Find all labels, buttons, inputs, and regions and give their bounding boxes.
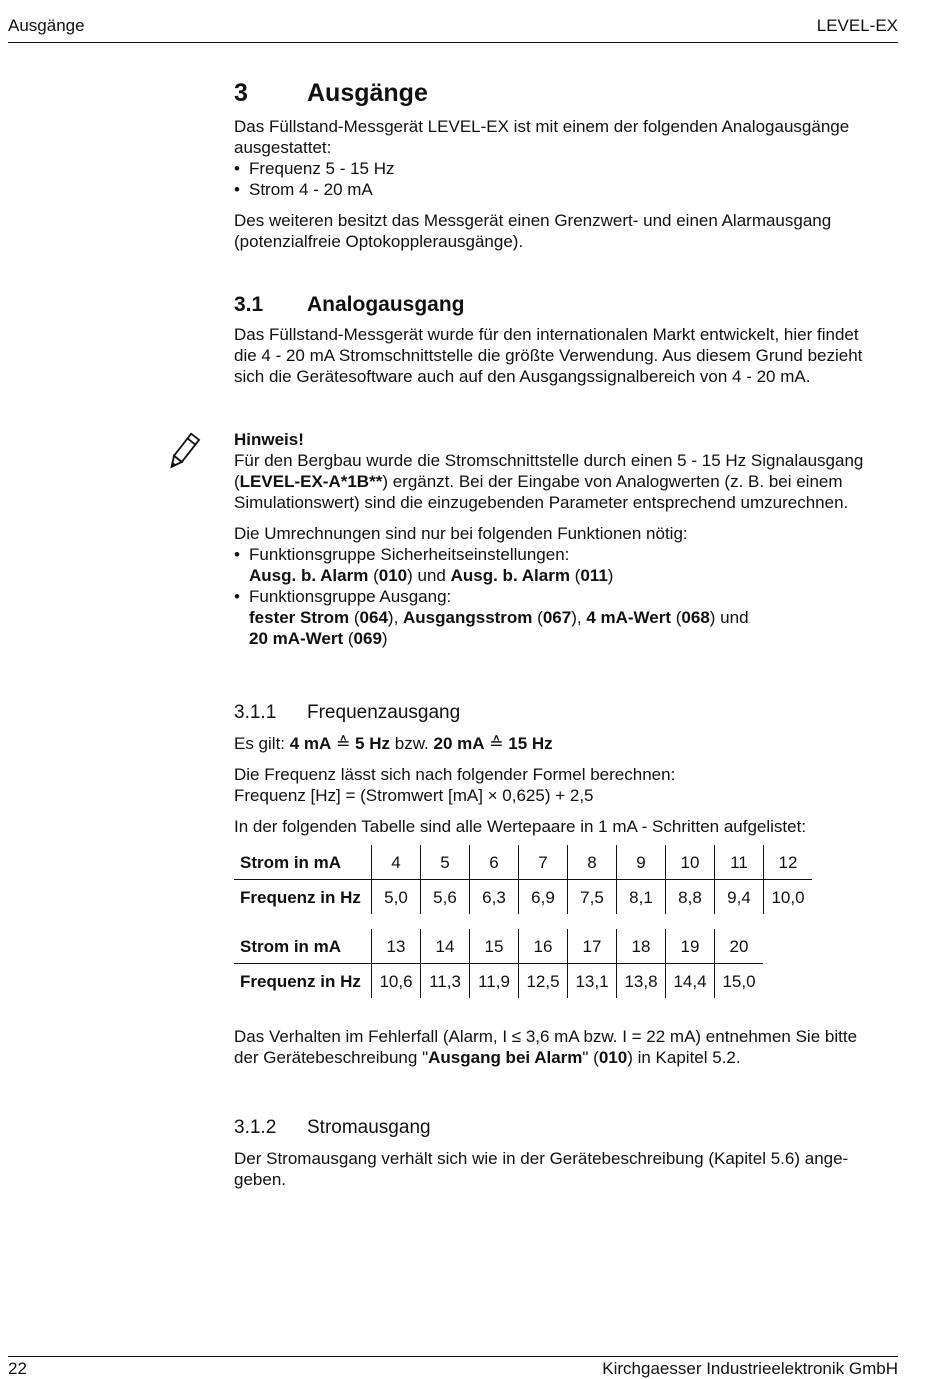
section-3-1-2-paragraph: Der Stromausgang verhält sich wie in der Gerätebeschreibung (Kapitel 5.6) ange-geben. [234, 1149, 849, 1189]
header-chapter: Ausgänge [8, 16, 85, 35]
value-table-2 [234, 929, 763, 998]
note-conversion-intro: Die Umrechnungen sind nur bei folgenden Funktionen nötig: [234, 524, 688, 543]
note-paragraph: Für den Bergbau wurde die Stromschnittstelle durch einen 5 - 15 Hz Signalausgang (LEVEL-EX-A*1B**) ergänzt. Bei der Eingabe von Analogwerten (z. B. bei einem Simulationswert) sind die einzugebenden Parameter entsprechend umzurechnen. [234, 451, 864, 512]
table-intro: In der folgenden Tabelle sind alle Wertepaare in 1 mA - Schritten aufgelistet: [234, 817, 807, 836]
table-cell: 18 [617, 929, 666, 964]
list-item: • Funktionsgruppe Sicherheitseinstellungen: Ausg. b. Alarm (010) und Ausg. b. Alarm (011) [234, 544, 884, 586]
page-number: 22 [8, 1359, 27, 1378]
table-cell: 14,4 [666, 964, 715, 999]
table-cell: 12,5 [519, 964, 568, 999]
table-cell: 20 [715, 929, 764, 964]
section-3-1-paragraph: Das Füllstand-Messgerät wurde für den internationalen Markt entwickelt, hier findet die 4 - 20 mA Stromschnittstelle die größte Verwendung. Aus diesem Grund bezieht sich die Gerätesoftware auch auf den Ausgangssignalbereich von 4 - 20 mA. [234, 325, 863, 386]
table-row [234, 880, 812, 915]
section-3-paragraph: Des weiteren besitzt das Messgerät einen Grenzwert- und einen Alarmausgang (potenzialfreie Optokopplerausgänge). [234, 211, 832, 251]
table-row [234, 964, 763, 999]
page-content [234, 78, 884, 1190]
list-item: • Strom 4 - 20 mA [234, 179, 884, 200]
table-cell: 15 [470, 929, 519, 964]
table-cell: 13,8 [617, 964, 666, 999]
equivalence-line: Es gilt: 4 mA ≙ 5 Hz bzw. 20 mA ≙ 15 Hz [234, 734, 553, 753]
table-cell: 8 [568, 845, 617, 880]
header-product: LEVEL-EX [816, 16, 898, 35]
table-cell: 11,3 [421, 964, 470, 999]
table-cell: 5,6 [421, 880, 470, 915]
table-cell: 9,4 [715, 880, 764, 915]
table-label: Strom in mA [234, 845, 372, 880]
table-cell: 7,5 [568, 880, 617, 915]
pencil-icon [164, 432, 206, 474]
table-cell: 19 [666, 929, 715, 964]
error-case-paragraph: Das Verhalten im Fehlerfall (Alarm, I ≤ 3,6 mA bzw. I = 22 mA) entnehmen Sie bitte der Gerätebeschreibung "Ausgang bei Alarm" (010) in Kapitel 5.2. [234, 1027, 858, 1067]
footer-company: Kirchgaesser Industrieelektronik GmbH [602, 1359, 898, 1378]
formula-intro: Die Frequenz lässt sich nach folgender Formel berechnen: [234, 765, 676, 784]
formula: Frequenz [Hz] = (Stromwert [mA] × 0,625) + 2,5 [234, 786, 594, 805]
table-cell: 8,8 [666, 880, 715, 915]
table-label: Strom in mA [234, 929, 372, 964]
section-3-1-heading: 3.1 Analogausgang [234, 293, 465, 316]
table-cell: 6,9 [519, 880, 568, 915]
table-cell: 14 [421, 929, 470, 964]
table-cell: 15,0 [715, 964, 764, 999]
section-3-1-1-heading: 3.1.1 Frequenzausgang [234, 702, 461, 723]
table-cell: 9 [617, 845, 666, 880]
section-3-1-2-heading: 3.1.2 Stromausgang [234, 1117, 431, 1138]
list-item: • Funktionsgruppe Ausgang: fester Strom (064), Ausgangsstrom (067), 4 mA-Wert (068) und 20 mA-Wert (069) [234, 586, 884, 649]
output-list [234, 158, 884, 200]
table-cell: 5 [421, 845, 470, 880]
page-footer [8, 1356, 898, 1378]
table-row [234, 845, 812, 880]
section-3-heading: 3 Ausgänge [234, 79, 428, 107]
table-cell: 11 [715, 845, 764, 880]
table-cell: 13,1 [568, 964, 617, 999]
table-cell: 17 [568, 929, 617, 964]
table-label: Frequenz in Hz [240, 887, 361, 907]
table-cell: 10,0 [764, 880, 813, 915]
table-label: Frequenz in Hz [240, 971, 361, 991]
list-item: • Frequenz 5 - 15 Hz [234, 158, 884, 179]
table-cell: 10,6 [372, 964, 421, 999]
table-cell: 11,9 [470, 964, 519, 999]
table-cell: 12 [764, 845, 813, 880]
table-cell: 6 [470, 845, 519, 880]
table-cell: 16 [519, 929, 568, 964]
table-cell: 4 [372, 845, 421, 880]
table-cell: 13 [372, 929, 421, 964]
function-list [234, 544, 884, 649]
table-cell: 8,1 [617, 880, 666, 915]
table-cell: 5,0 [372, 880, 421, 915]
note-title: Hinweis! [234, 430, 304, 449]
table-cell: 6,3 [470, 880, 519, 915]
value-table-1 [234, 845, 812, 914]
table-row [234, 929, 763, 964]
table-cell: 7 [519, 845, 568, 880]
table-cell: 10 [666, 845, 715, 880]
section-3-intro: Das Füllstand-Messgerät LEVEL-EX ist mit einem der folgenden Analogausgänge ausgestattet: [234, 117, 850, 157]
page-header [8, 16, 898, 43]
